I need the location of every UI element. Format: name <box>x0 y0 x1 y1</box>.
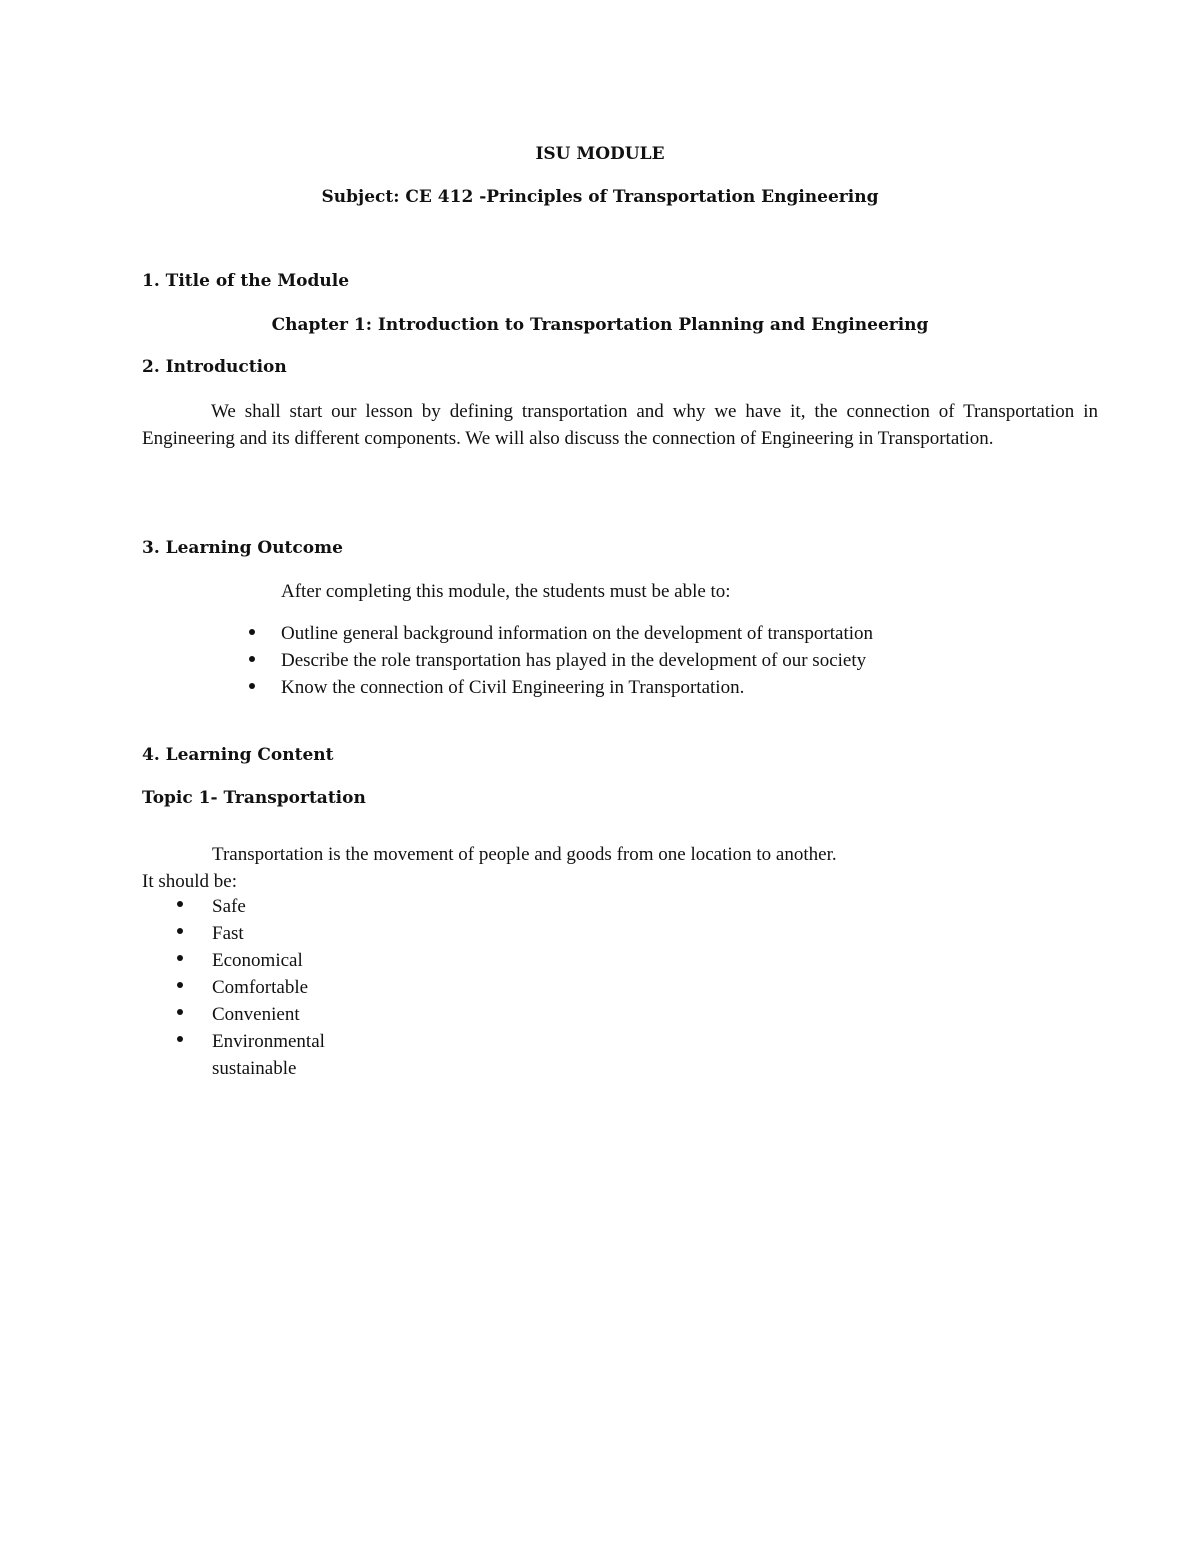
transportation-definition: Transportation is the movement of people and goods from one location to another. <box>212 844 837 865</box>
chapter-title: Chapter 1: Introduction to Transportation Planning and Engineering <box>271 315 929 335</box>
list-item: Environmental <box>212 1031 325 1052</box>
list-item: Comfortable <box>212 977 309 998</box>
bullet-icon <box>177 955 183 961</box>
bullet-icon <box>177 1009 183 1015</box>
bullet-icon <box>249 629 255 635</box>
bullet-icon <box>177 1036 183 1042</box>
bullet-icon <box>249 683 255 689</box>
bullet-icon <box>177 982 183 988</box>
section-1-heading: 1. Title of the Module <box>142 271 350 291</box>
module-title: ISU MODULE <box>535 144 665 164</box>
list-item: Fast <box>212 923 244 944</box>
topic-heading: Topic 1- Transportation <box>142 788 366 808</box>
learning-outcome-lead: After completing this module, the students must be able to: <box>281 581 731 602</box>
list-item: Outline general background information on the development of transportation <box>281 623 873 644</box>
bullet-icon <box>249 656 255 662</box>
section-2-heading: 2. Introduction <box>142 357 287 377</box>
list-item: Safe <box>212 896 246 917</box>
list-item: Convenient <box>212 1004 300 1025</box>
subject-line: Subject: CE 412 -Principles of Transportation Engineering <box>321 187 879 207</box>
list-item: Know the connection of Civil Engineering in Transportation. <box>281 677 745 698</box>
list-item: Economical <box>212 950 303 971</box>
bullet-icon <box>177 901 183 907</box>
section-3-heading: 3. Learning Outcome <box>142 538 343 558</box>
list-item: Describe the role transportation has played in the development of our society <box>281 650 867 671</box>
introduction-paragraph: We shall start our lesson by defining transportation and why we have it, the connection of Transportation in Engineering and its different components. We will also discuss the connection of Engineering in Transportation. <box>142 401 1098 449</box>
bullet-icon <box>177 928 183 934</box>
should-be-label: It should be: <box>142 871 237 892</box>
section-4-heading: 4. Learning Content <box>142 745 334 765</box>
list-item-continuation: sustainable <box>212 1058 297 1079</box>
